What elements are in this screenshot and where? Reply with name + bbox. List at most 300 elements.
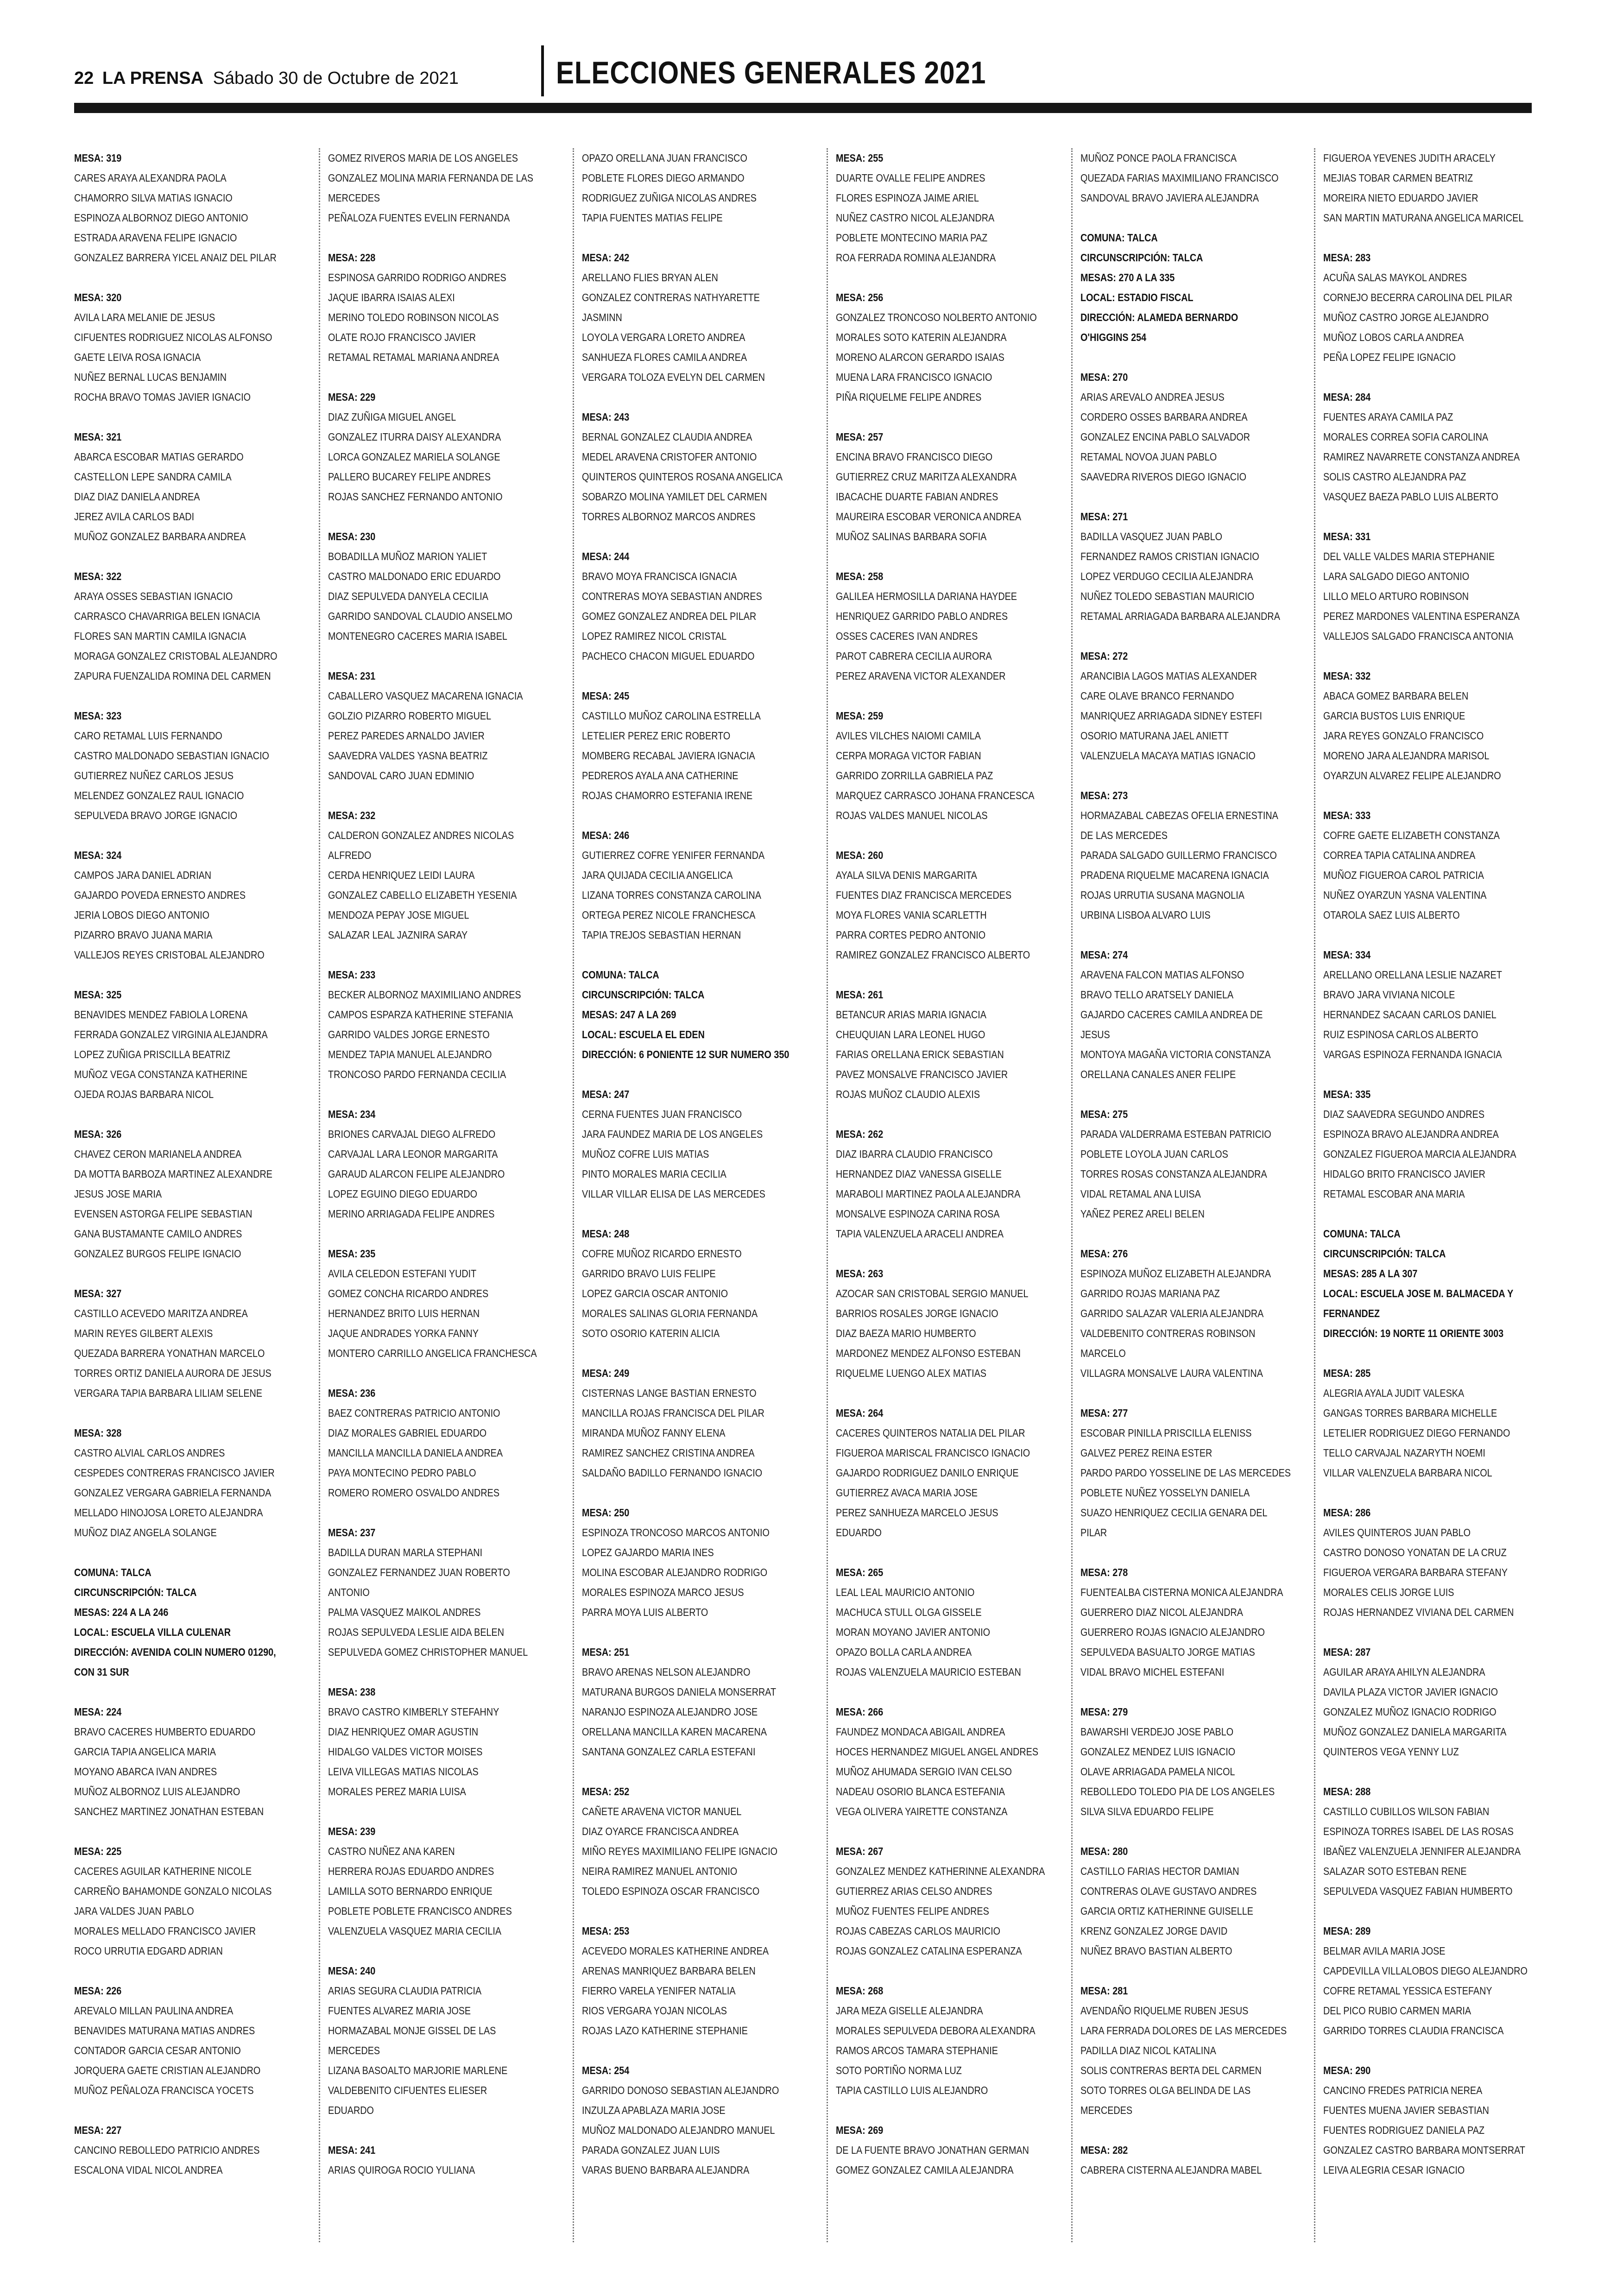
- voter-name: HIDALGO VALDES VICTOR MOISES: [328, 1746, 483, 1758]
- section-heading: MESA: 240: [328, 1965, 376, 1977]
- voter-name: FUENTES ALVAREZ MARIA JOSE: [328, 2005, 471, 2017]
- section-heading: CON 31 SUR: [74, 1666, 129, 1678]
- voter-name: PEÑA LOPEZ FELIPE IGNACIO: [1323, 351, 1456, 363]
- voter-name: VIDAL RETAMAL ANA LUISA: [1080, 1188, 1201, 1200]
- spacer: [836, 547, 1070, 567]
- voter-name: GONZALEZ BURGOS FELIPE IGNACIO: [74, 1248, 241, 1260]
- section-heading: MESA: 256: [836, 291, 884, 303]
- voter-name: VASQUEZ BAEZA PABLO LUIS ALBERTO: [1323, 491, 1498, 503]
- voter-name: PARDO PARDO YOSSELINE DE LAS MERCEDES: [1080, 1467, 1291, 1479]
- header-divider: [541, 45, 544, 96]
- section-heading: MESA: 252: [582, 1785, 630, 1798]
- voter-name: HIDALGO BRITO FRANCISCO JAVIER: [1323, 1168, 1485, 1180]
- voter-name: MORENO ALARCON GERARDO ISAIAS: [836, 351, 1004, 363]
- voter-name: JASMINN: [582, 311, 622, 323]
- voter-name: BRAVO TELLO ARATSELY DANIELA: [1080, 989, 1234, 1001]
- voter-name: GONZALEZ BARRERA YICEL ANAIZ DEL PILAR: [74, 252, 277, 264]
- voter-name: EDUARDO: [328, 2104, 374, 2116]
- voter-name: GAJARDO CACERES CAMILA ANDREA DE: [1080, 1009, 1263, 1021]
- voter-name: MORALES PEREZ MARIA LUISA: [328, 1785, 466, 1798]
- voter-name: BELMAR AVILA MARIA JOSE: [1323, 1945, 1446, 1957]
- voter-name: CABALLERO VASQUEZ MACARENA IGNACIA: [328, 690, 523, 702]
- voter-name: SEPULVEDA BASUALTO JORGE MATIAS: [1080, 1646, 1255, 1658]
- voter-name: NADEAU OSORIO BLANCA ESTEFANIA: [836, 1785, 1005, 1798]
- voter-name: ROJAS SEPULVEDA LESLIE AIDA BELEN: [328, 1626, 505, 1638]
- voter-name: MARABOLI MARTINEZ PAOLA ALEJANDRA: [836, 1188, 1021, 1200]
- voter-name: SAAVEDRA RIVEROS DIEGO IGNACIO: [1080, 471, 1246, 483]
- voter-name: HORMAZABAL MONJE GISSEL DE LAS: [328, 2025, 496, 2037]
- voter-name: DIAZ OYARCE FRANCISCA ANDREA: [582, 1825, 739, 1837]
- voter-name: PIÑA RIQUELME FELIPE ANDRES: [836, 391, 982, 403]
- voter-name: QUINTEROS VEGA YENNY LUZ: [1323, 1746, 1459, 1758]
- voter-name: GARRIDO ROJAS MARIANA PAZ: [1080, 1287, 1220, 1299]
- voter-name: VALDEBENITO CIFUENTES ELIESER: [328, 2084, 487, 2096]
- voter-name: AVILA LARA MELANIE DE JESUS: [74, 311, 215, 323]
- voter-name: LOPEZ EGUINO DIEGO EDUARDO: [328, 1188, 478, 1200]
- voter-name: BRAVO CACERES HUMBERTO EDUARDO: [74, 1726, 256, 1738]
- voter-name: FIERRO VARELA YENIFER NATALIA: [582, 1985, 736, 1997]
- section-heading: MESA: 242: [582, 252, 630, 264]
- voter-name: MUÑOZ PONCE PAOLA FRANCISCA: [1080, 152, 1237, 164]
- section-heading: MESAS: 247 A LA 269: [582, 1009, 676, 1021]
- section-heading: MESA: 230: [328, 530, 376, 542]
- voter-name: JEREZ AVILA CARLOS BADI: [74, 511, 195, 523]
- column-divider: [1314, 148, 1315, 2242]
- section-heading: MESA: 277: [1080, 1407, 1128, 1419]
- voter-name: ESCOBAR PINILLA PRISCILLA ELENISS: [1080, 1427, 1252, 1439]
- voter-name: MUÑOZ DIAZ ANGELA SOLANGE: [74, 1526, 217, 1539]
- spacer: [1080, 1682, 1314, 1702]
- voter-name: MONTERO CARRILLO ANGELICA FRANCHESCA: [328, 1347, 537, 1359]
- voter-name: PRADENA RIQUELME MACARENA IGNACIA: [1080, 869, 1269, 881]
- section-heading: MESA: 325: [74, 989, 122, 1001]
- section-heading: MESA: 231: [328, 670, 376, 682]
- voter-name: CHAVEZ CERON MARIANELA ANDREA: [74, 1148, 242, 1160]
- section-heading: COMUNA: TALCA: [582, 969, 659, 981]
- spacer: [74, 1682, 308, 1702]
- section-heading: MESA: 326: [74, 1128, 122, 1140]
- voter-name: URBINA LISBOA ALVARO LUIS: [1080, 909, 1211, 921]
- spacer: [1323, 2041, 1557, 2061]
- voter-name: MUÑOZ LOBOS CARLA ANDREA: [1323, 331, 1464, 343]
- voter-name: PEÑALOZA FUENTES EVELIN FERNANDA: [328, 212, 510, 224]
- section-heading: MESA: 228: [328, 252, 376, 264]
- spacer: [836, 1383, 1070, 1403]
- voter-name: POBLETE FLORES DIEGO ARMANDO: [582, 172, 745, 184]
- voter-name: SOTO PORTIÑO NORMA LUZ: [836, 2064, 962, 2076]
- voter-name: KRENZ GONZALEZ JORGE DAVID: [1080, 1925, 1228, 1937]
- spacer: [582, 1065, 816, 1085]
- spacer: [1323, 228, 1557, 248]
- spacer: [328, 1662, 562, 1682]
- voter-name: SAAVEDRA VALDES YASNA BEATRIZ: [328, 750, 488, 762]
- voter-name: ROJAS MUÑOZ CLAUDIO ALEXIS: [836, 1088, 980, 1100]
- voter-name: DIAZ SEPULVEDA DANYELA CECILIA: [328, 590, 488, 602]
- section-heading: DIRECCIÓN: AVENIDA COLIN NUMERO 01290,: [74, 1646, 276, 1658]
- section-heading: MESA: 280: [1080, 1845, 1128, 1857]
- spacer: [582, 1901, 816, 1921]
- voter-name: ROCHA BRAVO TOMAS JAVIER IGNACIO: [74, 391, 251, 403]
- voter-name: QUEZADA BARRERA YONATHAN MARCELO: [74, 1347, 265, 1359]
- spacer: [1080, 925, 1314, 945]
- voter-name: OTAROLA SAEZ LUIS ALBERTO: [1323, 909, 1460, 921]
- voter-name: MENDEZ TAPIA MANUEL ALEJANDRO: [328, 1048, 492, 1060]
- voter-name: AVILA CELEDON ESTEFANI YUDIT: [328, 1268, 477, 1280]
- section-heading: COMUNA: TALCA: [1323, 1228, 1401, 1240]
- voter-name: LOPEZ RAMIREZ NICOL CRISTAL: [582, 630, 727, 642]
- spacer: [836, 1822, 1070, 1842]
- voter-name: ARIAS AREVALO ANDREA JESUS: [1080, 391, 1225, 403]
- voter-name: POBLETE NUÑEZ YOSSELYN DANIELA: [1080, 1487, 1250, 1499]
- voter-name: BOBADILLA MUÑOZ MARION YALIET: [328, 550, 487, 562]
- voter-name: SALAZAR LEAL JAZNIRA SARAY: [328, 929, 468, 941]
- voter-name: ROJAS GONZALEZ CATALINA ESPERANZA: [836, 1945, 1022, 1957]
- voter-name: NEIRA RAMIREZ MANUEL ANTONIO: [582, 1865, 738, 1877]
- voter-name: MORENO JARA ALEJANDRA MARISOL: [1323, 750, 1490, 762]
- section-heading: MESA: 282: [1080, 2144, 1128, 2156]
- voter-name: COFRE GAETE ELIZABETH CONSTANZA: [1323, 829, 1500, 841]
- voter-name: NUÑEZ BRAVO BASTIAN ALBERTO: [1080, 1945, 1232, 1957]
- spacer: [836, 1543, 1070, 1563]
- voter-name: ARIAS SEGURA CLAUDIA PATRICIA: [328, 1985, 482, 1997]
- section-heading: MESA: 243: [582, 411, 630, 423]
- section-heading: MESA: 281: [1080, 1985, 1128, 1997]
- voter-name: LARA SALGADO DIEGO ANTONIO: [1323, 570, 1470, 582]
- publication-date: Sábado 30 de Octubre de 2021: [213, 69, 459, 88]
- section-heading: LOCAL: ESTADIO FISCAL: [1080, 291, 1194, 303]
- voter-name: NUÑEZ OYARZUN YASNA VALENTINA: [1323, 889, 1487, 901]
- voter-name: GONZALEZ MENDEZ KATHERINNE ALEXANDRA: [836, 1865, 1045, 1877]
- section-heading: MESA: 272: [1080, 650, 1128, 662]
- voter-name: CACERES QUINTEROS NATALIA DEL PILAR: [836, 1427, 1025, 1439]
- spacer: [1080, 1383, 1314, 1403]
- voter-name: MANRIQUEZ ARRIAGADA SIDNEY ESTEFI: [1080, 710, 1263, 722]
- voter-name: ALFREDO: [328, 849, 372, 861]
- voter-name: TRONCOSO PARDO FERNANDA CECILIA: [328, 1068, 506, 1080]
- spacer: [836, 268, 1070, 288]
- section-heading: MESA: 237: [328, 1526, 376, 1539]
- voter-name: GONZALEZ CONTRERAS NATHYARETTE: [582, 291, 760, 303]
- voter-name: ROJAS SANCHEZ FERNANDO ANTONIO: [328, 491, 503, 503]
- page-header-left: [74, 69, 459, 88]
- voter-name: HENRIQUEZ GARRIDO PABLO ANDRES: [836, 610, 1008, 622]
- voter-name: GARRIDO DONOSO SEBASTIAN ALEJANDRO: [582, 2084, 779, 2096]
- voter-name: CASTELLON LEPE SANDRA CAMILA: [74, 471, 232, 483]
- spacer: [328, 507, 562, 527]
- voter-name: GOMEZ GONZALEZ CAMILA ALEJANDRA: [836, 2164, 1014, 2176]
- voter-name: PEREZ PAREDES ARNALDO JAVIER: [328, 730, 485, 742]
- voter-name: PARADA GONZALEZ JUAN LUIS: [582, 2144, 720, 2156]
- section-heading: MESAS: 285 A LA 307: [1323, 1268, 1418, 1280]
- voter-name: GONZALEZ VERGARA GABRIELA FERNANDA: [74, 1487, 272, 1499]
- voter-name: FIGUEROA YEVENES JUDITH ARACELY: [1323, 152, 1496, 164]
- voter-name: VERGARA TOLOZA EVELYN DEL CARMEN: [582, 371, 765, 383]
- voter-name: MORALES CORREA SOFIA CAROLINA: [1323, 431, 1489, 443]
- spacer: [582, 1204, 816, 1224]
- spacer: [1323, 1483, 1557, 1503]
- voter-name: SEPULVEDA BRAVO JORGE IGNACIO: [74, 809, 238, 821]
- voter-name: MANCILLA MANCILLA DANIELA ANDREA: [328, 1447, 503, 1459]
- section-heading: MESA: 335: [1323, 1088, 1371, 1100]
- voter-name: MEJIAS TOBAR CARMEN BEATRIZ: [1323, 172, 1473, 184]
- voter-name: SUAZO HENRIQUEZ CECILIA GENARA DEL: [1080, 1507, 1268, 1519]
- voter-name: CASTRO NUÑEZ ANA KAREN: [328, 1845, 455, 1857]
- voter-name: BADILLA VASQUEZ JUAN PABLO: [1080, 530, 1222, 542]
- voter-name: NUÑEZ TOLEDO SEBASTIAN MAURICIO: [1080, 590, 1255, 602]
- voter-name: OPAZO BOLLA CARLA ANDREA: [836, 1646, 972, 1658]
- voter-name: VARAS BUENO BARBARA ALEJANDRA: [582, 2164, 750, 2176]
- section-heading: CIRCUNSCRIPCIÓN: TALCA: [74, 1586, 197, 1598]
- voter-name: GARRIDO BRAVO LUIS FELIPE: [582, 1268, 716, 1280]
- voter-name: LIZANA TORRES CONSTANZA CAROLINA: [582, 889, 761, 901]
- spacer: [836, 2100, 1070, 2120]
- section-heading: MESA: 275: [1080, 1108, 1128, 1120]
- section-heading: MESA: 334: [1323, 949, 1371, 961]
- voter-name: GUTIERREZ CRUZ MARITZA ALEXANDRA: [836, 471, 1017, 483]
- voter-name: JARA QUIJADA CECILIA ANGELICA: [582, 869, 733, 881]
- voter-name: RETAMAL ESCOBAR ANA MARIA: [1323, 1188, 1465, 1200]
- voter-name: CASTRO MALDONADO ERIC EDUARDO: [328, 570, 501, 582]
- voter-name: TAPIA CASTILLO LUIS ALEJANDRO: [836, 2084, 988, 2096]
- voter-name: OLAVE ARRIAGADA PAMELA NICOL: [1080, 1766, 1235, 1778]
- voter-name: ESPINOZA TORRES ISABEL DE LAS ROSAS: [1323, 1825, 1514, 1837]
- spacer: [1080, 1822, 1314, 1842]
- voter-name: MAUREIRA ESCOBAR VERONICA ANDREA: [836, 511, 1022, 523]
- voter-name: PEREZ ARAVENA VICTOR ALEXANDER: [836, 670, 1006, 682]
- column-divider: [573, 148, 574, 2242]
- section-heading: DIRECCIÓN: 19 NORTE 11 ORIENTE 3003: [1323, 1327, 1504, 1339]
- voter-name: HOCES HERNANDEZ MIGUEL ANGEL ANDRES: [836, 1746, 1039, 1758]
- voter-name: RETAMAL ARRIAGADA BARBARA ALEJANDRA: [1080, 610, 1280, 622]
- section-heading: MESA: 232: [328, 809, 376, 821]
- voter-name: GARRIDO VALDES JORGE ERNESTO: [328, 1028, 490, 1041]
- voter-name: GOMEZ GONZALEZ ANDREA DEL PILAR: [582, 610, 757, 622]
- spacer: [1323, 1204, 1557, 1224]
- section-heading: MESA: 287: [1323, 1646, 1371, 1658]
- voter-name: AGUILAR ARAYA AHILYN ALEJANDRA: [1323, 1666, 1485, 1678]
- voter-name: GAJARDO RODRIGUEZ DANILO ENRIQUE: [836, 1467, 1019, 1479]
- voter-name: CONTRERAS OLAVE GUSTAVO ANDRES: [1080, 1885, 1257, 1897]
- section-heading: MESA: 255: [836, 152, 884, 164]
- voter-name: GARCIA TAPIA ANGELICA MARIA: [74, 1746, 216, 1758]
- voter-name: GARCIA BUSTOS LUIS ENRIQUE: [1323, 710, 1465, 722]
- voter-name: ARAYA OSSES SEBASTIAN IGNACIO: [74, 590, 233, 602]
- voter-name: QUEZADA FARIAS MAXIMILIANO FRANCISCO: [1080, 172, 1279, 184]
- section-heading: CIRCUNSCRIPCIÓN: TALCA: [1323, 1248, 1446, 1260]
- voter-name: TAPIA TREJOS SEBASTIAN HERNAN: [582, 929, 741, 941]
- voter-name: FUENTES RODRIGUEZ DANIELA PAZ: [1323, 2124, 1485, 2136]
- voter-name: MUÑOZ PEÑALOZA FRANCISCA YOCETS: [74, 2084, 254, 2096]
- spacer: [74, 826, 308, 845]
- voter-name: VALDEBENITO CONTRERAS ROBINSON: [1080, 1327, 1256, 1339]
- spacer: [74, 1104, 308, 1124]
- voter-name: MONTOYA MAGAÑA VICTORIA CONSTANZA: [1080, 1048, 1271, 1060]
- voter-name: MUÑOZ ALBORNOZ LUIS ALEJANDRO: [74, 1785, 240, 1798]
- section-heading: COMUNA: TALCA: [74, 1566, 152, 1578]
- voter-name: RAMIREZ SANCHEZ CRISTINA ANDREA: [582, 1447, 755, 1459]
- voter-name: CISTERNAS LANGE BASTIAN ERNESTO: [582, 1387, 757, 1399]
- voter-name: OPAZO ORELLANA JUAN FRANCISCO: [582, 152, 747, 164]
- voter-name: MONTENEGRO CACERES MARIA ISABEL: [328, 630, 507, 642]
- voter-name: GARAUD ALARCON FELIPE ALEJANDRO: [328, 1168, 505, 1180]
- voter-name: PARRA MOYA LUIS ALBERTO: [582, 1606, 708, 1618]
- voter-name: MORALES CELIS JORGE LUIS: [1323, 1586, 1454, 1598]
- section-heading: MESA: 259: [836, 710, 884, 722]
- section-heading: MESAS: 270 A LA 335: [1080, 271, 1175, 284]
- voter-name: MARIN REYES GILBERT ALEXIS: [74, 1327, 213, 1339]
- spacer: [328, 228, 562, 248]
- voter-name: PEREZ MARDONES VALENTINA ESPERANZA: [1323, 610, 1520, 622]
- spacer: [1080, 1543, 1314, 1563]
- voter-name: PEDREROS AYALA ANA CATHERINE: [582, 770, 739, 782]
- spacer: [1323, 1901, 1557, 1921]
- voter-name: TELLO CARVAJAL NAZARYTH NOEMI: [1323, 1447, 1485, 1459]
- section-heading: MESA: 279: [1080, 1706, 1128, 1718]
- voter-name: CESPEDES CONTRERAS FRANCISCO JAVIER: [74, 1467, 275, 1479]
- voter-name: LIZANA BASOALTO MARJORIE MARLENE: [328, 2064, 508, 2076]
- voter-name: ARANCIBIA LAGOS MATIAS ALEXANDER: [1080, 670, 1257, 682]
- voter-name: GONZALEZ MENDEZ LUIS IGNACIO: [1080, 1746, 1236, 1758]
- voter-name: FARIAS ORELLANA ERICK SEBASTIAN: [836, 1048, 1004, 1060]
- section-heading: MESA: 244: [582, 550, 630, 562]
- voter-name: OSORIO MATURANA JAEL ANIETT: [1080, 730, 1229, 742]
- section-heading: CIRCUNSCRIPCIÓN: TALCA: [582, 989, 705, 1001]
- section-heading: MESA: 235: [328, 1248, 376, 1260]
- spacer: [836, 407, 1070, 427]
- voter-name: DUARTE OVALLE FELIPE ANDRES: [836, 172, 985, 184]
- voter-name: TAPIA VALENZUELA ARACELI ANDREA: [836, 1228, 1004, 1240]
- section-heading: MESA: 270: [1080, 371, 1128, 383]
- column-1: [74, 148, 308, 2242]
- voter-name: FLORES ESPINOZA JAIME ARIEL: [836, 192, 979, 204]
- columns-container: [74, 148, 1532, 2242]
- voter-name: BRIONES CARVAJAL DIEGO ALFREDO: [328, 1128, 496, 1140]
- section-heading: DIRECCIÓN: 6 PONIENTE 12 SUR NUMERO 350: [582, 1048, 789, 1060]
- section-heading: LOCAL: ESCUELA JOSE M. BALMACEDA Y: [1323, 1287, 1514, 1299]
- voter-name: SANCHEZ MARTINEZ JONATHAN ESTEBAN: [74, 1805, 264, 1817]
- voter-name: JERIA LOBOS DIEGO ANTONIO: [74, 909, 210, 921]
- voter-name: MUÑOZ MALDONADO ALEJANDRO MANUEL: [582, 2124, 775, 2136]
- voter-name: FUENTES ARAYA CAMILA PAZ: [1323, 411, 1453, 423]
- section-heading: MESA: 263: [836, 1268, 884, 1280]
- voter-name: FUENTES DIAZ FRANCISCA MERCEDES: [836, 889, 1012, 901]
- voter-name: LILLO MELO ARTURO ROBINSON: [1323, 590, 1469, 602]
- column-6: [1323, 148, 1557, 2242]
- section-heading: MESA: 271: [1080, 511, 1128, 523]
- spacer: [582, 806, 816, 826]
- voter-name: ORTEGA PEREZ NICOLE FRANCHESCA: [582, 909, 756, 921]
- voter-name: LOPEZ GAJARDO MARIA INES: [582, 1546, 714, 1558]
- voter-name: EDUARDO: [836, 1526, 882, 1539]
- voter-name: TORRES ROSAS CONSTANZA ALEJANDRA: [1080, 1168, 1267, 1180]
- section-heading: MESA: 284: [1323, 391, 1371, 403]
- voter-name: LOPEZ VERDUGO CECILIA ALEJANDRA: [1080, 570, 1253, 582]
- section-heading: MESA: 262: [836, 1128, 884, 1140]
- voter-name: PILAR: [1080, 1526, 1107, 1539]
- section-heading: MESA: 236: [328, 1387, 376, 1399]
- spacer: [74, 1543, 308, 1563]
- voter-name: SAN MARTIN MATURANA ANGELICA MARICEL: [1323, 212, 1524, 224]
- section-heading: MESA: 283: [1323, 252, 1371, 264]
- section-title: ELECCIONES GENERALES 2021: [556, 55, 986, 90]
- voter-name: CAMPOS ESPARZA KATHERINE STEFANIA: [328, 1009, 513, 1021]
- section-heading: MESA: 238: [328, 1686, 376, 1698]
- spacer: [1080, 487, 1314, 507]
- voter-name: MIRANDA MUÑOZ FANNY ELENA: [582, 1427, 726, 1439]
- voter-name: VERGARA TAPIA BARBARA LILIAM SELENE: [74, 1387, 263, 1399]
- voter-name: AVILES QUINTEROS JUAN PABLO: [1323, 1526, 1471, 1539]
- voter-name: RIOS VERGARA YOJAN NICOLAS: [582, 2005, 727, 2017]
- spacer: [74, 1961, 308, 1981]
- section-heading: MESA: 250: [582, 1507, 630, 1519]
- section-heading: MESA: 268: [836, 1985, 884, 1997]
- page-number: 22: [74, 69, 94, 88]
- voter-name: GONZALEZ FIGUEROA MARCIA ALEJANDRA: [1323, 1148, 1516, 1160]
- voter-name: JAQUE IBARRA ISAIAS ALEXI: [328, 291, 455, 303]
- voter-name: MERINO TOLEDO ROBINSON NICOLAS: [328, 311, 499, 323]
- voter-name: CACERES AGUILAR KATHERINE NICOLE: [74, 1865, 252, 1877]
- voter-name: LETELIER RODRIGUEZ DIEGO FERNANDO: [1323, 1427, 1510, 1439]
- voter-name: INZULZA APABLAZA MARIA JOSE: [582, 2104, 726, 2116]
- spacer: [582, 945, 816, 965]
- voter-name: RUIZ ESPINOSA CARLOS ALBERTO: [1323, 1028, 1478, 1041]
- voter-name: QUINTEROS QUINTEROS ROSANA ANGELICA: [582, 471, 783, 483]
- spacer: [582, 1344, 816, 1363]
- voter-name: PARADA VALDERRAMA ESTEBAN PATRICIO: [1080, 1128, 1271, 1140]
- voter-name: CASTRO ALVIAL CARLOS ANDRES: [74, 1447, 225, 1459]
- voter-name: VALENZUELA VASQUEZ MARIA CECILIA: [328, 1925, 502, 1937]
- voter-name: JARA FAUNDEZ MARIA DE LOS ANGELES: [582, 1128, 763, 1140]
- voter-name: CANCINO REBOLLEDO PATRICIO ANDRES: [74, 2144, 260, 2156]
- voter-name: AVILES VILCHES NAIOMI CAMILA: [836, 730, 981, 742]
- section-heading: MESA: 233: [328, 969, 376, 981]
- voter-name: ESPINOZA ALBORNOZ DIEGO ANTONIO: [74, 212, 248, 224]
- section-heading: MESA: 285: [1323, 1367, 1371, 1379]
- voter-name: GONZALEZ MOLINA MARIA FERNANDA DE LAS: [328, 172, 533, 184]
- spacer: [1323, 507, 1557, 527]
- spacer: [1080, 1085, 1314, 1104]
- voter-name: RAMIREZ GONZALEZ FRANCISCO ALBERTO: [836, 949, 1030, 961]
- voter-name: POBLETE LOYOLA JUAN CARLOS: [1080, 1148, 1228, 1160]
- spacer: [1323, 646, 1557, 666]
- voter-name: GAJARDO POVEDA ERNESTO ANDRES: [74, 889, 246, 901]
- section-heading: LOCAL: ESCUELA EL EDEN: [582, 1028, 705, 1041]
- voter-name: SALAZAR SOTO ESTEBAN RENE: [1323, 1865, 1467, 1877]
- voter-name: ALEGRIA AYALA JUDIT VALESKA: [1323, 1387, 1465, 1399]
- voter-name: CAMPOS JARA DANIEL ADRIAN: [74, 869, 212, 881]
- voter-name: CABRERA CISTERNA ALEJANDRA MABEL: [1080, 2164, 1262, 2176]
- voter-name: ESPINOZA MUÑOZ ELIZABETH ALEJANDRA: [1080, 1268, 1271, 1280]
- voter-name: MORALES SALINAS GLORIA FERNANDA: [582, 1307, 758, 1319]
- voter-name: SOTO TORRES OLGA BELINDA DE LAS: [1080, 2084, 1251, 2096]
- section-heading: MESA: 331: [1323, 530, 1371, 542]
- voter-name: ARELLANO ORELLANA LESLIE NAZARET: [1323, 969, 1502, 981]
- voter-name: ROJAS VALENZUELA MAURICIO ESTEBAN: [836, 1666, 1021, 1678]
- voter-name: COFRE RETAMAL YESSICA ESTEFANY: [1323, 1985, 1492, 1997]
- spacer: [582, 1762, 816, 1782]
- voter-name: LARA FERRADA DOLORES DE LAS MERCEDES: [1080, 2025, 1287, 2037]
- voter-name: SILVA SILVA EDUARDO FELIPE: [1080, 1805, 1214, 1817]
- voter-name: REBOLLEDO TOLEDO PIA DE LOS ANGELES: [1080, 1785, 1275, 1798]
- voter-name: MUÑOZ VEGA CONSTANZA KATHERINE: [74, 1068, 248, 1080]
- voter-name: DIAZ SAAVEDRA SEGUNDO ANDRES: [1323, 1108, 1485, 1120]
- section-heading: MESA: 254: [582, 2064, 630, 2076]
- voter-name: GUERRERO DIAZ NICOL ALEJANDRA: [1080, 1606, 1243, 1618]
- voter-name: FIGUEROA MARISCAL FRANCISCO IGNACIO: [836, 1447, 1030, 1459]
- voter-name: VIDAL BRAVO MICHEL ESTEFANI: [1080, 1666, 1225, 1678]
- voter-name: YAÑEZ PEREZ ARELI BELEN: [1080, 1208, 1205, 1220]
- voter-name: MERINO ARRIAGADA FELIPE ANDRES: [328, 1208, 495, 1220]
